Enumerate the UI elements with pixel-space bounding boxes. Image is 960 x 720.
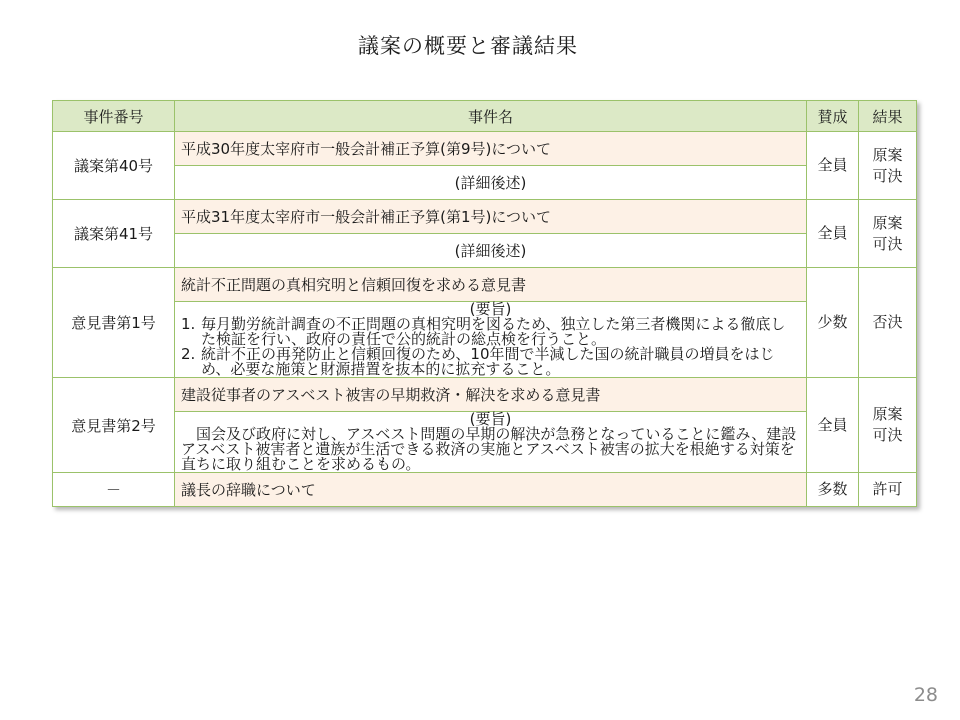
case-title: 平成31年度太宰府市一般会計補正予算(第1号)について [175, 200, 807, 234]
case-number: 議案第41号 [53, 200, 175, 268]
header-case-name: 事件名 [175, 101, 807, 132]
vote-cell: 全員 [807, 378, 859, 473]
case-title: 建設従事者のアスベスト被害の早期救済・解決を求める意見書 [175, 378, 807, 412]
table-row [53, 234, 917, 268]
result-cell [859, 378, 917, 473]
summary-heading: (要旨) [469, 410, 512, 428]
table-header-row [53, 101, 917, 132]
case-number: 意見書第1号 [53, 268, 175, 378]
vote-cell: 全員 [807, 132, 859, 200]
table-row [53, 302, 917, 378]
vote-cell: 少数 [807, 268, 859, 378]
summary-heading: (要旨) [469, 300, 512, 318]
header-case-number: 事件番号 [53, 101, 175, 132]
case-summary [175, 412, 807, 473]
table-row [53, 473, 917, 507]
header-result: 結果 [859, 101, 917, 132]
summary-item-text: 統計不正の再発防止と信頼回復のため、10年間で半減した国の統計職員の増員をはじめ、必要な施策と財源措置を抜本的に拡充すること。 [201, 345, 775, 378]
case-title: 議長の辞職について [175, 473, 807, 507]
case-number: － [53, 473, 175, 507]
result-cell: 許可 [859, 473, 917, 507]
table-row [53, 268, 917, 302]
table-row [53, 378, 917, 412]
table-row [53, 412, 917, 473]
result-line: 原案 [872, 405, 903, 423]
result-cell [859, 132, 917, 200]
table-row [53, 200, 917, 234]
result-line: 可決 [872, 166, 903, 185]
header-vote: 賛成 [807, 101, 859, 132]
case-subtitle: (詳細後述) [175, 234, 807, 268]
result-line: 原案 [872, 145, 903, 164]
result-line: 可決 [872, 426, 903, 444]
summary-item-number: 2. [181, 345, 196, 363]
case-title: 統計不正問題の真相究明と信頼回復を求める意見書 [175, 268, 807, 302]
agenda-table [52, 100, 917, 507]
summary-item [181, 317, 800, 347]
case-title: 平成30年度太宰府市一般会計補正予算(第9号)について [175, 132, 807, 166]
vote-cell: 全員 [807, 200, 859, 268]
summary-item [181, 347, 800, 377]
summary-item-text: 毎月勤労統計調査の不正問題の真相究明を図るため、独立した第三者機関による徹底した検証を行い、政府の責任で公的統計の総点検を行うこと。 [201, 315, 786, 348]
vote-cell: 多数 [807, 473, 859, 507]
case-summary [175, 302, 807, 378]
result-cell [859, 200, 917, 268]
case-subtitle: (詳細後述) [175, 166, 807, 200]
page-title: 議案の概要と審議結果 [358, 34, 578, 58]
table-row [53, 132, 917, 166]
case-number: 意見書第2号 [53, 378, 175, 473]
case-number: 議案第40号 [53, 132, 175, 200]
result-line: 可決 [872, 234, 903, 253]
table-row [53, 166, 917, 200]
result-cell: 否決 [859, 268, 917, 378]
summary-text: 国会及び政府に対し、アスベスト問題の早期の解決が急務となっていることに鑑み、建設アスベスト被害者と遺族が生活できる救済の実施とアスベスト被害の拡大を根絶する対策を直ちに取り組むことを求めるもの。 [181, 425, 797, 473]
result-line: 原案 [872, 213, 903, 232]
summary-item-number: 1. [181, 315, 196, 333]
page-number: 28 [913, 684, 938, 706]
